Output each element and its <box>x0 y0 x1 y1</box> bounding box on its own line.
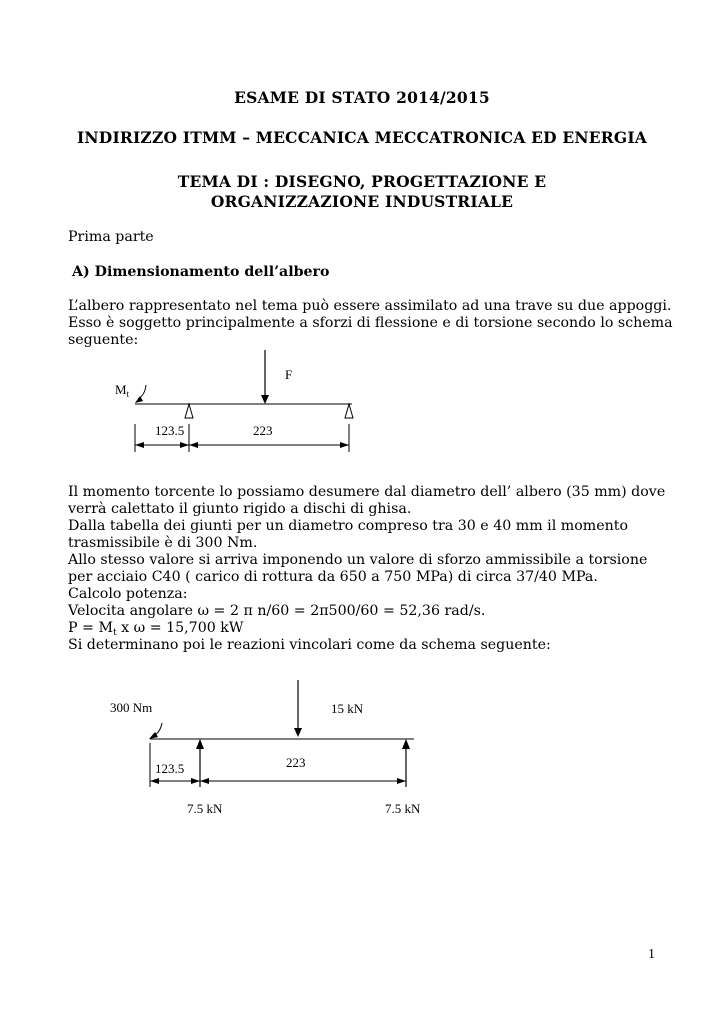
dim-b-right-arrow <box>340 442 349 448</box>
intro-line-1: L’albero rappresentato nel tema può essere assimilato ad una trave su due appoggi. <box>68 298 672 314</box>
dim-a-label: 123.5 <box>155 423 185 438</box>
body-line-1: Il momento torcente lo possiamo desumere dal diametro dell’ albero (35 mm) dove <box>68 484 666 500</box>
exam-theme-line2: ORGANIZZAZIONE INDUSTRIALE <box>210 192 514 211</box>
body-line-5: Allo stesso valore si arriva imponendo un valore di sforzo ammissibile a torsione <box>68 552 648 568</box>
body-line-2: verrà calettato il giunto rigido a dischi di ghisa. <box>68 501 412 517</box>
torque-curve <box>138 385 146 399</box>
torque-label: $M_t$ <box>115 382 130 399</box>
dim-a-right-arrow <box>191 778 200 784</box>
section-heading: A) Dimensionamento dell’albero <box>72 264 330 280</box>
dim-a-left-arrow <box>150 778 159 784</box>
reaction-a-arrowhead <box>196 739 204 749</box>
beam-diagram-1 <box>100 345 380 465</box>
dim-b-label: 223 <box>286 755 306 770</box>
exam-track: INDIRIZZO ITMM – MECCANICA MECCATRONICA ED ENERGIA <box>76 128 648 147</box>
body-line-3: Dalla tabella dei giunti per un diametro compreso tra 30 e 40 mm il momento <box>68 518 628 534</box>
part-label: Prima parte <box>68 229 154 245</box>
reaction-b-arrowhead <box>402 739 410 749</box>
reaction-a-label: 7.5 kN <box>187 801 223 816</box>
support-a <box>185 404 193 418</box>
dim-a-right-arrow <box>180 442 189 448</box>
dim-a-left-arrow <box>135 442 144 448</box>
intro-line-3: seguente: <box>68 332 139 348</box>
body-line-7: Calcolo potenza: <box>68 586 188 602</box>
dim-a-label: 123.5 <box>155 761 185 776</box>
body-line-10: Si determinano poi le reazioni vincolari come da schema seguente: <box>68 637 551 653</box>
intro-line-2: Esso è soggetto principalmente a sforzi di flessione e di torsione secondo lo schema <box>68 315 673 331</box>
body-line-9: $P = M_t$ x ω = 15,700 kW <box>68 620 244 638</box>
force-arrowhead <box>261 395 269 404</box>
dim-b-left-arrow <box>189 442 198 448</box>
force-arrowhead <box>294 728 302 737</box>
body-line-6: per acciaio C40 ( carico di rottura da 650 a 750 MPa) di circa 37/40 MPa. <box>68 569 598 585</box>
beam-diagram-2 <box>100 675 440 825</box>
exam-title: ESAME DI STATO 2014/2015 <box>234 88 490 107</box>
torque-label: 300 Nm <box>110 700 153 715</box>
dim-b-left-arrow <box>200 778 209 784</box>
exam-theme-line1: TEMA DI : DISEGNO, PROGETTAZIONE E <box>177 172 547 191</box>
dim-b-label: 223 <box>253 423 273 438</box>
page-number: 1 <box>648 947 655 962</box>
support-b <box>345 404 353 418</box>
dim-b-right-arrow <box>397 778 406 784</box>
body-line-4: trasmissibile è di 300 Nm. <box>68 535 258 551</box>
force-label: 15 kN <box>331 701 364 716</box>
force-label: F <box>285 367 293 382</box>
body-line-8: Velocita angolare ω = 2 π n/60 = 2π500/60 = 52,36 rad/s. <box>68 603 486 619</box>
reaction-b-label: 7.5 kN <box>385 801 421 816</box>
torque-arrowhead <box>135 396 143 403</box>
